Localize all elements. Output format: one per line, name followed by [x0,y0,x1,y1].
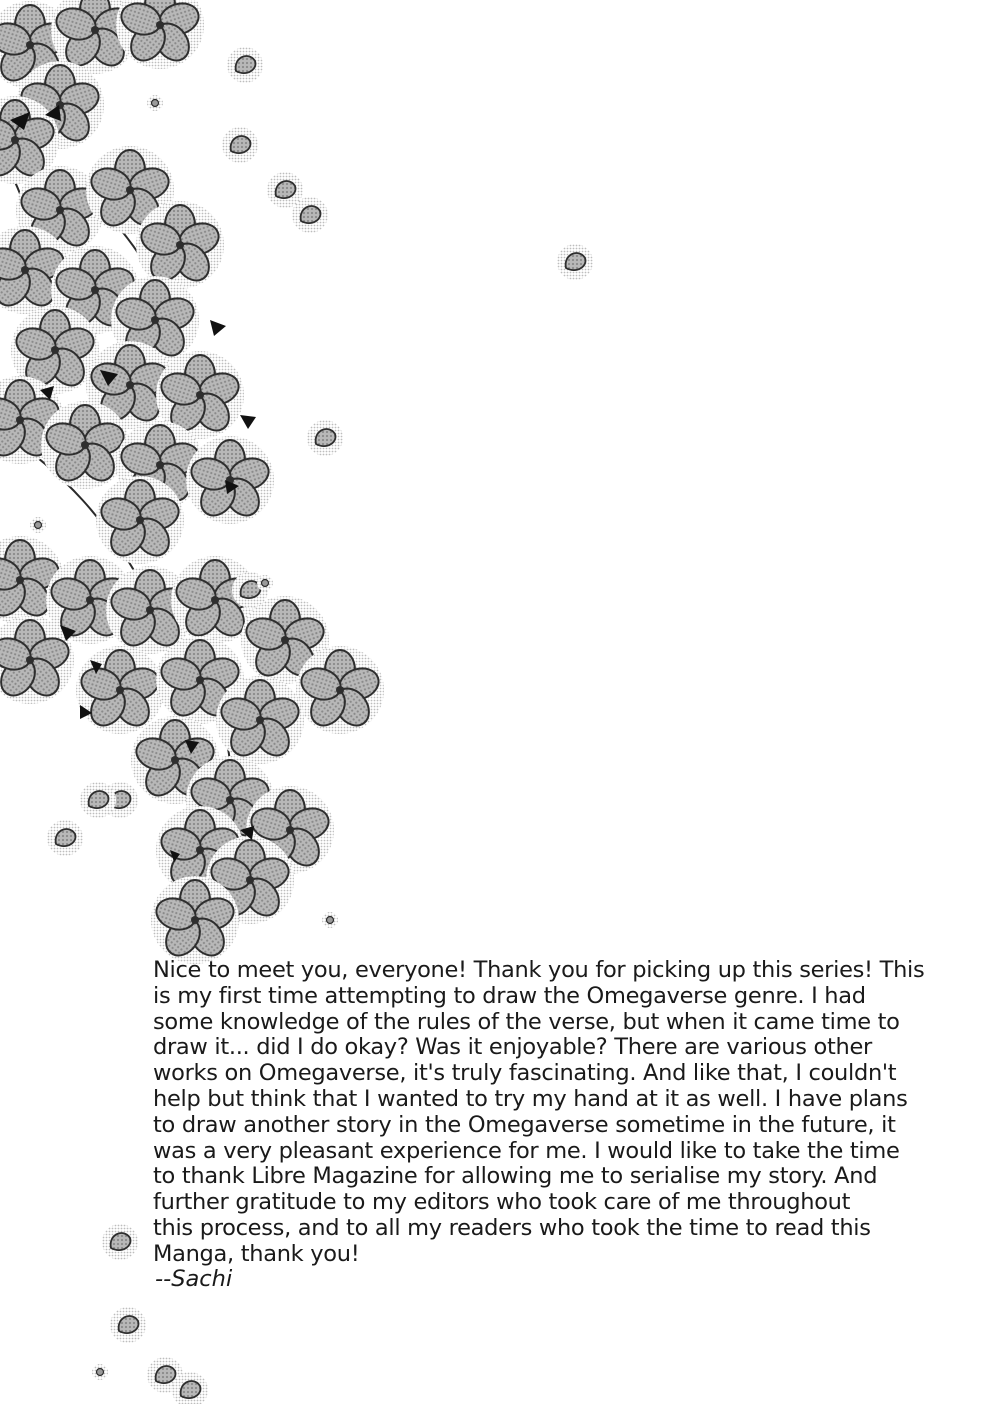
afterword-line: some knowledge of the rules of the verse, but when it came time to [153,1008,900,1035]
afterword-line: Nice to meet you, everyone! Thank you for picking up this series! This [153,957,925,983]
afterword-line: to thank Libre Magazine for allowing me to serialise my story. And [153,1163,878,1190]
afterword-line: Manga, thank you! [153,1240,360,1267]
afterword-line: further gratitude to my editors who took care of me throughout [153,1189,851,1216]
afterword-line: help but think that I wanted to try my hand at it as well. I have plans [153,1085,908,1112]
afterword-line: to draw another story in the Omegaverse sometime in the future, it [153,1111,896,1138]
afterword-line: is my first time attempting to draw the Omegaverse genre. I had [153,982,866,1009]
afterword-text [153,958,933,1268]
afterword-line: was a very pleasant experience for me. I would like to take the time [153,1137,900,1164]
afterword-line: works on Omegaverse, it's truly fascinating. And like that, I couldn't [153,1060,897,1087]
afterword-line: this process, and to all my readers who took the time to read this [153,1214,871,1241]
author-signature: --Sachi [155,1266,233,1292]
afterword-line: draw it... did I do okay? Was it enjoyable? There are various other [153,1034,872,1061]
